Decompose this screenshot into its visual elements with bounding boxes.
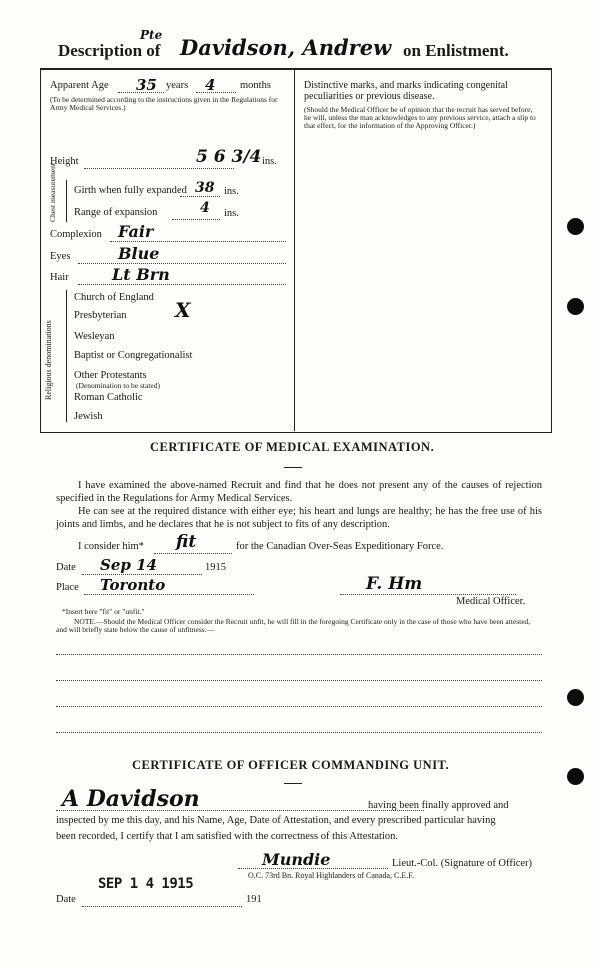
- religion-item-2: Wesleyan: [74, 331, 115, 342]
- header-prefix: Description of: [58, 41, 161, 60]
- complexion-label: Complexion: [50, 229, 102, 240]
- age-years-value: 35: [136, 76, 157, 94]
- commanding-text2: inspected by me this day, and his Name, Age, Date of Attestation, and every prescribed particular having: [56, 815, 496, 826]
- punch-hole-top: [567, 218, 584, 235]
- eyes-value: Blue: [118, 244, 160, 263]
- age-years-label: years: [166, 80, 189, 91]
- unfit-line-3: [56, 706, 542, 707]
- box-divider-vertical: [294, 69, 295, 431]
- unfit-line-4: [56, 732, 542, 733]
- medical-footnote: *Insert here "fit" or "unfit.": [62, 607, 145, 616]
- medical-para2: He can see at the required distance with either eye; his heart and lungs are healthy; he has the free use of his joints and limbs, and he declares that he is not subject to fits of any description.: [56, 506, 542, 530]
- religion-item-3: Baptist or Congregationalist: [74, 350, 193, 361]
- commanding-date-label: Date: [56, 894, 76, 905]
- age-months-value: 4: [205, 76, 216, 94]
- religion-item-1: Presbyterian: [74, 310, 127, 321]
- unfit-line-1: [56, 654, 542, 655]
- girth-value: 38: [195, 180, 215, 196]
- distinctive-note: (Should the Medical Officer be of opinion that the recruit has served before, he will, unless the man acknowledges to any previous service, attach a slip to that effect, for the information of the Approving Officer.): [304, 105, 536, 130]
- range-label: Range of expansion: [74, 207, 158, 218]
- punch-hole-lower: [567, 689, 584, 706]
- hair-label: Hair: [50, 272, 69, 283]
- religion-item-0: Church of England: [74, 292, 154, 303]
- header-suffix: on Enlistment.: [403, 41, 509, 60]
- height-unit: ins.: [262, 156, 277, 167]
- medical-signature: F. Hm: [366, 574, 423, 594]
- consider-value: fit: [176, 532, 197, 552]
- medical-title: CERTIFICATE OF MEDICAL EXAMINATION.: [150, 440, 435, 454]
- header-name: Davidson, Andrew: [180, 35, 392, 60]
- chest-side-label: Chest measurement: [48, 163, 57, 222]
- commanding-text1: having been finally approved and: [368, 800, 509, 811]
- age-note: (To be determined according to the instructions given in the Regulations for Army Medical Services.): [50, 95, 278, 112]
- punch-hole-bottom: [567, 768, 584, 785]
- unfit-line-2: [56, 680, 542, 681]
- punch-hole-upper: [567, 298, 584, 315]
- height-label: Height: [50, 156, 79, 167]
- age-label: Apparent Age: [50, 80, 109, 91]
- religion-mark: X: [175, 298, 191, 322]
- consider-prefix: I consider him*: [78, 541, 144, 552]
- height-value: 5 6 3/4: [196, 147, 262, 167]
- distinctive-title: Distinctive marks, and marks indicating congenital peculiarities or previous disease.: [304, 80, 508, 102]
- medical-para1: I have examined the above-named Recruit and find that he does not present any of the causes of rejection specified in the Regulations for Army Medical Services.: [56, 480, 542, 504]
- medical-date-value: Sep 14: [100, 556, 157, 574]
- commanding-unit-line: O.C. 73rd Bn. Royal Highlanders of Canada, C.E.F.: [248, 871, 415, 880]
- consider-suffix: for the Canadian Over-Seas Expeditionary Force.: [236, 541, 444, 552]
- religion-other-note: (Denomination to be stated): [76, 381, 160, 390]
- hair-value: Lt Brn: [112, 265, 170, 284]
- medical-note: NOTE.—Should the Medical Officer consider the Recruit unfit, he will fill in the foregoing Certificate only in the case of those who have been attested, and will briefly state below the cause of unfitness:—: [56, 617, 531, 634]
- medical-officer-label: Medical Officer.: [456, 596, 526, 607]
- header-initials: Pte: [140, 28, 163, 42]
- range-unit: ins.: [224, 208, 239, 219]
- eyes-label: Eyes: [50, 251, 71, 262]
- complexion-value: Fair: [118, 222, 154, 241]
- commanding-date-stamp: SEP 1 4 1915: [98, 876, 194, 892]
- age-months-label: months: [240, 80, 271, 91]
- religion-item-4: Other Protestants: [74, 370, 147, 381]
- commanding-name-value: A Davidson: [62, 786, 200, 812]
- girth-label: Girth when fully expanded: [74, 185, 187, 196]
- commanding-text3: been recorded, I certify that I am satisfied with the correctness of this Attestation.: [56, 831, 399, 842]
- medical-date-label: Date: [56, 562, 76, 573]
- medical-year: 1915: [205, 562, 226, 573]
- medical-place-label: Place: [56, 582, 79, 593]
- medical-place-value: Toronto: [100, 576, 166, 594]
- religion-item-5: Roman Catholic: [74, 392, 143, 403]
- girth-unit: ins.: [224, 186, 239, 197]
- commanding-rank-label: Lieut.-Col. (Signature of Officer): [392, 858, 533, 869]
- religion-item-6: Jewish: [74, 411, 103, 422]
- range-value: 4: [200, 200, 210, 216]
- commanding-officer-signature: Mundie: [262, 850, 331, 869]
- religion-side-label: Religious denominations: [44, 320, 53, 400]
- commanding-title: CERTIFICATE OF OFFICER COMMANDING UNIT.: [132, 758, 450, 772]
- commanding-date-year: 191: [246, 894, 262, 905]
